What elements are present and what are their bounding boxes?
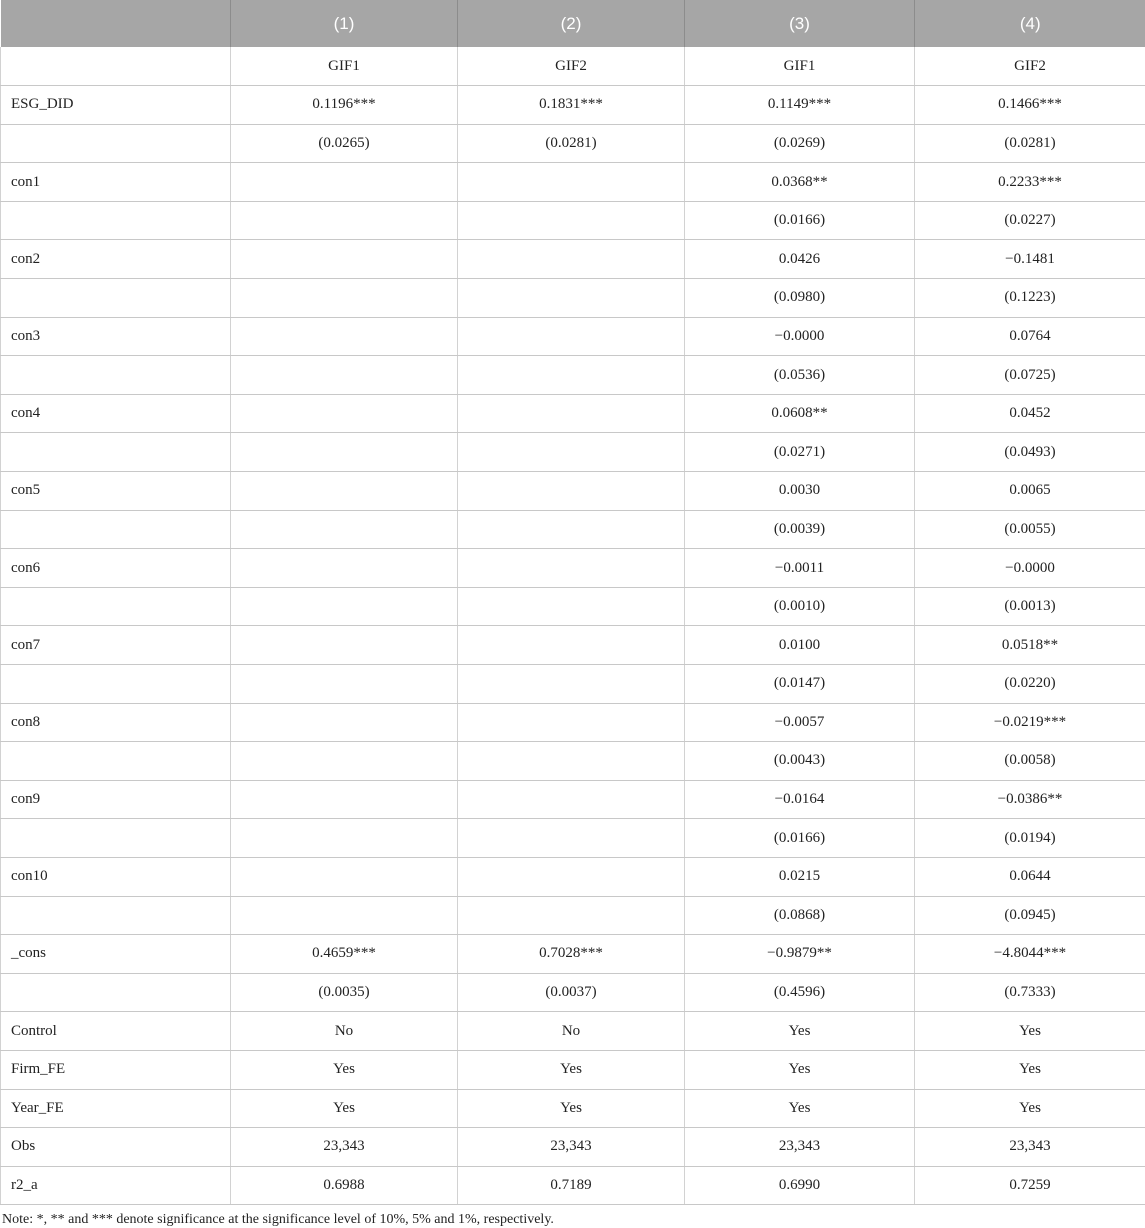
table-cell [458, 780, 685, 819]
table-cell: Yes [915, 1050, 1145, 1089]
table-cell: −0.0057 [685, 703, 915, 742]
table-cell: (0.0868) [685, 896, 915, 935]
table-cell: 0.7028*** [458, 935, 685, 974]
table-row [1, 472, 1145, 511]
table-row [1, 1050, 1145, 1089]
table-cell: 0.6988 [231, 1166, 458, 1205]
table-row [1, 857, 1145, 896]
table-cell: Yes [231, 1050, 458, 1089]
table-cell [231, 433, 458, 472]
table-cell: Yes [685, 1089, 915, 1128]
row-label [1, 124, 231, 163]
header-cell-0 [1, 0, 231, 47]
row-label [1, 279, 231, 318]
table-cell [231, 279, 458, 318]
table-cell: 0.7189 [458, 1166, 685, 1205]
table-row [1, 356, 1145, 395]
table-cell: (0.0536) [685, 356, 915, 395]
table-cell [458, 703, 685, 742]
table-cell [458, 394, 685, 433]
table-cell [458, 896, 685, 935]
table-cell [458, 201, 685, 240]
table-cell: 0.0215 [685, 857, 915, 896]
table-cell: GIF2 [915, 47, 1145, 86]
table-cell: 0.1196*** [231, 86, 458, 125]
table-note: Note: *, ** and *** denote significance at the significance level of 10%, 5% and 1%, respectively. [0, 1205, 1145, 1228]
table-cell [231, 510, 458, 549]
table-cell: 0.7259 [915, 1166, 1145, 1205]
row-label [1, 356, 231, 395]
table-cell: (0.0269) [685, 124, 915, 163]
row-label: con9 [1, 780, 231, 819]
row-label: con8 [1, 703, 231, 742]
table-cell [231, 857, 458, 896]
table-cell: (0.1223) [915, 279, 1145, 318]
row-label: con5 [1, 472, 231, 511]
table-cell: 0.0426 [685, 240, 915, 279]
table-cell: (0.7333) [915, 973, 1145, 1012]
table-cell [458, 163, 685, 202]
table-cell [458, 819, 685, 858]
table-cell: (0.0166) [685, 819, 915, 858]
table-cell: GIF1 [231, 47, 458, 86]
table-row [1, 433, 1145, 472]
table-cell: −0.0011 [685, 549, 915, 588]
table-cell: −0.0000 [685, 317, 915, 356]
table-cell: 0.0452 [915, 394, 1145, 433]
table-cell [458, 356, 685, 395]
table-row [1, 1012, 1145, 1051]
table-cell: −0.1481 [915, 240, 1145, 279]
table-cell [458, 510, 685, 549]
table-row [1, 317, 1145, 356]
table-cell: (0.4596) [685, 973, 915, 1012]
table-cell: 0.0065 [915, 472, 1145, 511]
table-row [1, 1089, 1145, 1128]
table-cell: (0.0039) [685, 510, 915, 549]
table-cell [458, 472, 685, 511]
table-cell: (0.0493) [915, 433, 1145, 472]
row-label: con6 [1, 549, 231, 588]
table-cell: 0.0100 [685, 626, 915, 665]
table-cell: 23,343 [915, 1128, 1145, 1167]
table-cell: 0.6990 [685, 1166, 915, 1205]
table-row [1, 163, 1145, 202]
table-cell [458, 665, 685, 704]
row-label [1, 587, 231, 626]
table-cell [231, 703, 458, 742]
row-label: con10 [1, 857, 231, 896]
table-cell [458, 433, 685, 472]
table-row [1, 780, 1145, 819]
header-cell-1: (1) [231, 0, 458, 47]
table-cell: 0.0764 [915, 317, 1145, 356]
table-row [1, 86, 1145, 125]
table-cell [458, 857, 685, 896]
table-cell: 0.0608** [685, 394, 915, 433]
table-cell: No [458, 1012, 685, 1051]
table-cell: (0.0055) [915, 510, 1145, 549]
row-label: Year_FE [1, 1089, 231, 1128]
row-label: con4 [1, 394, 231, 433]
table-cell: Yes [458, 1089, 685, 1128]
row-label: Obs [1, 1128, 231, 1167]
table-cell: (0.0281) [458, 124, 685, 163]
table-cell: Yes [458, 1050, 685, 1089]
table-cell [458, 317, 685, 356]
table-row [1, 279, 1145, 318]
row-label [1, 973, 231, 1012]
table-cell: (0.0147) [685, 665, 915, 704]
table-cell: −0.0386** [915, 780, 1145, 819]
table-cell [231, 472, 458, 511]
table-cell [458, 549, 685, 588]
table-row [1, 587, 1145, 626]
table-row [1, 742, 1145, 781]
header-cell-2: (2) [458, 0, 685, 47]
table-row [1, 973, 1145, 1012]
table-cell [458, 240, 685, 279]
table-cell: −0.0000 [915, 549, 1145, 588]
row-label: con1 [1, 163, 231, 202]
table-cell: (0.0725) [915, 356, 1145, 395]
table-cell: Yes [915, 1012, 1145, 1051]
table-cell: Yes [685, 1012, 915, 1051]
table-row [1, 665, 1145, 704]
table-cell: Yes [915, 1089, 1145, 1128]
table-cell: Yes [231, 1089, 458, 1128]
table-row [1, 703, 1145, 742]
table-row [1, 47, 1145, 86]
table-cell: GIF1 [685, 47, 915, 86]
table-cell: 0.0368** [685, 163, 915, 202]
table-cell: (0.0281) [915, 124, 1145, 163]
table-cell: 0.0644 [915, 857, 1145, 896]
table-cell: −0.0164 [685, 780, 915, 819]
table-cell: (0.0227) [915, 201, 1145, 240]
row-label [1, 742, 231, 781]
table-cell: (0.0166) [685, 201, 915, 240]
table-cell: 0.1149*** [685, 86, 915, 125]
table-cell [231, 240, 458, 279]
table-row [1, 935, 1145, 974]
table-cell [231, 317, 458, 356]
header-cell-4: (4) [915, 0, 1145, 47]
table-cell: (0.0037) [458, 973, 685, 1012]
header-row [1, 0, 1145, 47]
table-cell: (0.0035) [231, 973, 458, 1012]
table-cell [231, 587, 458, 626]
table-cell [231, 356, 458, 395]
table-row [1, 394, 1145, 433]
table-cell: 0.0518** [915, 626, 1145, 665]
table-cell [231, 780, 458, 819]
table-cell: (0.0043) [685, 742, 915, 781]
row-label: ESG_DID [1, 86, 231, 125]
table-cell [231, 626, 458, 665]
table-cell: (0.0058) [915, 742, 1145, 781]
table-row [1, 1166, 1145, 1205]
table-cell [231, 896, 458, 935]
table-row [1, 201, 1145, 240]
table-cell: 0.0030 [685, 472, 915, 511]
table-cell: −4.8044*** [915, 935, 1145, 974]
table-row [1, 819, 1145, 858]
row-label: Control [1, 1012, 231, 1051]
row-label: Firm_FE [1, 1050, 231, 1089]
table-cell [458, 626, 685, 665]
row-label: con7 [1, 626, 231, 665]
table-cell [231, 163, 458, 202]
table-cell [231, 549, 458, 588]
table-row [1, 626, 1145, 665]
table-cell [231, 819, 458, 858]
row-label [1, 665, 231, 704]
table-cell [458, 742, 685, 781]
table-row [1, 896, 1145, 935]
table-cell: (0.0194) [915, 819, 1145, 858]
table-cell: GIF2 [458, 47, 685, 86]
table-cell [231, 201, 458, 240]
table-row [1, 240, 1145, 279]
table-cell: (0.0271) [685, 433, 915, 472]
table-cell: (0.0945) [915, 896, 1145, 935]
table-cell: 0.1831*** [458, 86, 685, 125]
table-cell: (0.0220) [915, 665, 1145, 704]
row-label: con3 [1, 317, 231, 356]
row-label [1, 510, 231, 549]
table-cell: (0.0010) [685, 587, 915, 626]
table-body [1, 47, 1145, 1205]
row-label [1, 47, 231, 86]
table-cell: (0.0013) [915, 587, 1145, 626]
table-cell: 0.1466*** [915, 86, 1145, 125]
table-cell [458, 587, 685, 626]
row-label [1, 819, 231, 858]
table-cell [231, 742, 458, 781]
table-cell: No [231, 1012, 458, 1051]
table-cell: Yes [685, 1050, 915, 1089]
table-row [1, 124, 1145, 163]
table-cell [231, 394, 458, 433]
table-row [1, 510, 1145, 549]
table-row [1, 549, 1145, 588]
table-cell: (0.0265) [231, 124, 458, 163]
table-cell: 23,343 [231, 1128, 458, 1167]
table-cell [458, 279, 685, 318]
table-cell: −0.0219*** [915, 703, 1145, 742]
table-row [1, 1128, 1145, 1167]
row-label [1, 896, 231, 935]
row-label [1, 201, 231, 240]
header-cell-3: (3) [685, 0, 915, 47]
table-cell: (0.0980) [685, 279, 915, 318]
table-cell: 23,343 [458, 1128, 685, 1167]
row-label: con2 [1, 240, 231, 279]
table-cell: 0.4659*** [231, 935, 458, 974]
row-label: _cons [1, 935, 231, 974]
table-cell: 0.2233*** [915, 163, 1145, 202]
row-label [1, 433, 231, 472]
table-cell: −0.9879** [685, 935, 915, 974]
table-cell [231, 665, 458, 704]
table-cell: 23,343 [685, 1128, 915, 1167]
row-label: r2_a [1, 1166, 231, 1205]
